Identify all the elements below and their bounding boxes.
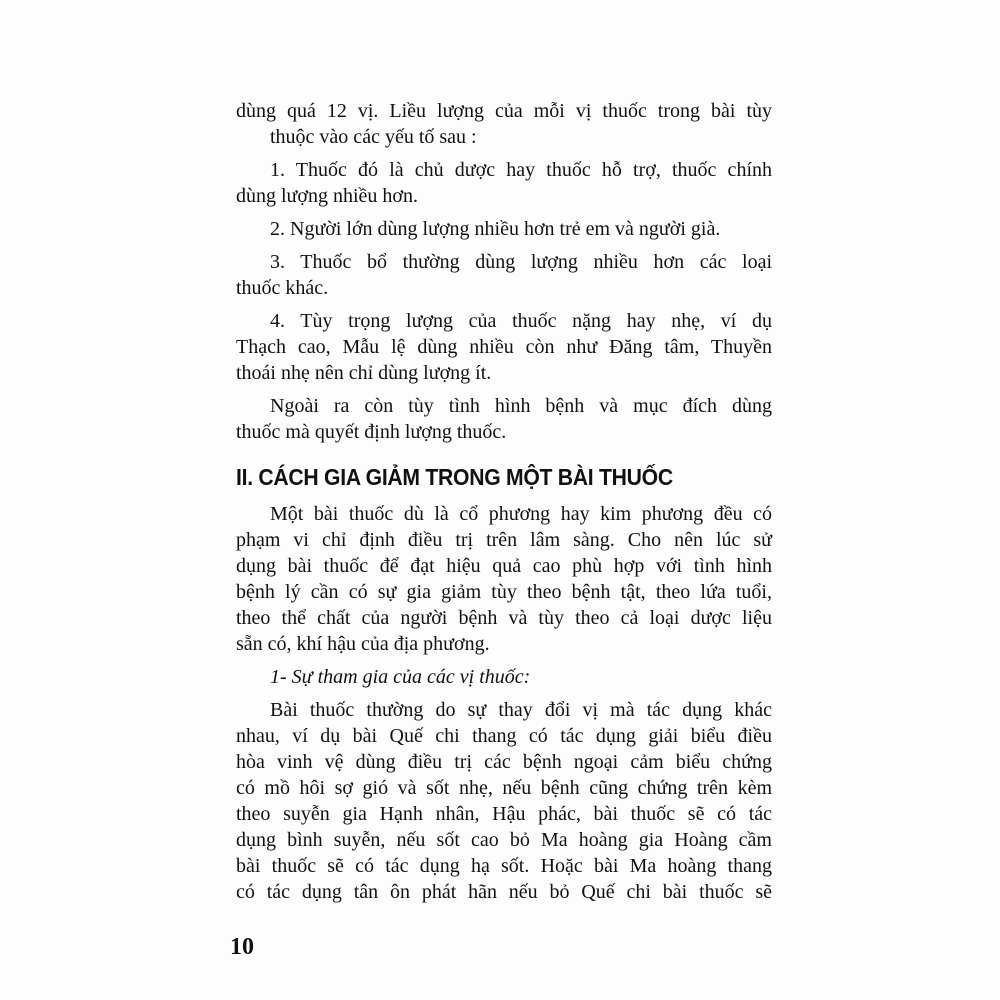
text-line: 3. Thuốc bổ thường dùng lượng nhiều hơn các loại [270,251,772,273]
text-line: thuốc mà quyết định lượng thuốc. [236,421,507,443]
section-heading: II. CÁCH GIA GIẢM TRONG MỘT BÀI THUỐC [236,464,673,490]
text-line: 2. Người lớn dùng lượng nhiều hơn trẻ em và người già. [270,218,721,240]
page-content [236,98,772,905]
text-line: nhau, ví dụ bài Quế chi thang có tác dụng giải biểu điều [236,725,772,747]
page-number: 10 [230,934,254,960]
text-line: dùng quá 12 vị. Liều lượng của mỗi vị thuốc trong bài tùy [236,100,772,122]
text-line: thoái nhẹ nên chỉ dùng lượng ít. [236,362,492,384]
list-item [236,157,772,209]
text-line: có tác dụng tân ôn phát hãn nếu bỏ Quế chi bài thuốc sẽ [236,881,772,903]
text-line: thuộc vào các yếu tố sau : [270,126,477,148]
list-item [236,249,772,301]
text-line: có mồ hôi sợ gió và sốt nhẹ, nếu bệnh cũng chứng trên kèm [236,777,772,799]
text-line: dùng lượng nhiều hơn. [236,185,418,207]
paragraph-modification-intro [236,501,772,657]
text-line: Ngoài ra còn tùy tình hình bệnh và mục đích dùng [270,395,772,417]
text-line: thuốc khác. [236,277,329,299]
text-line: 1. Thuốc đó là chủ dược hay thuốc hỗ trợ, thuốc chính [270,159,772,181]
text-line: theo suyễn gia Hạnh nhân, Hậu phác, bài thuốc sẽ có tác [236,803,772,825]
paragraph-herb-participation [236,697,772,905]
paragraph-other-factors [236,393,772,445]
list-item [236,308,772,386]
text-line: dụng bình suyễn, nếu sốt cao bỏ Ma hoàng gia Hoàng cầm [236,829,772,851]
text-line: sẵn có, khí hậu của địa phương. [236,633,490,655]
paragraph-dosage-intro [236,98,772,150]
text-line: Một bài thuốc dù là cổ phương hay kim phương đều có [270,503,772,525]
text-line: bệnh lý cần có sự gia giảm tùy theo bệnh tật, theo lứa tuổi, [236,581,772,603]
text-line: dụng bài thuốc để đạt hiệu quả cao phù hợp với tình hình [236,555,772,577]
text-line: 4. Tùy trọng lượng của thuốc nặng hay nhẹ, ví dụ [270,310,772,332]
list-item [236,216,772,242]
text-line: hòa vinh vệ dùng điều trị các bệnh ngoại cảm biểu chứng [236,751,772,773]
text-line: theo thể chất của người bệnh và tùy theo cả loại dược liệu [236,607,772,629]
text-line: Bài thuốc thường do sự thay đổi vị mà tác dụng khác [270,699,772,721]
subsection-heading: 1- Sự tham gia của các vị thuốc: [270,666,531,688]
text-line: Thạch cao, Mẫu lệ dùng nhiều còn như Đăng tâm, Thuyền [236,336,772,358]
text-line: phạm vi chỉ định điều trị trên lâm sàng. Cho nên lúc sử [236,529,772,551]
text-line: bài thuốc sẽ có tác dụng hạ sốt. Hoặc bài Ma hoàng thang [236,855,772,877]
